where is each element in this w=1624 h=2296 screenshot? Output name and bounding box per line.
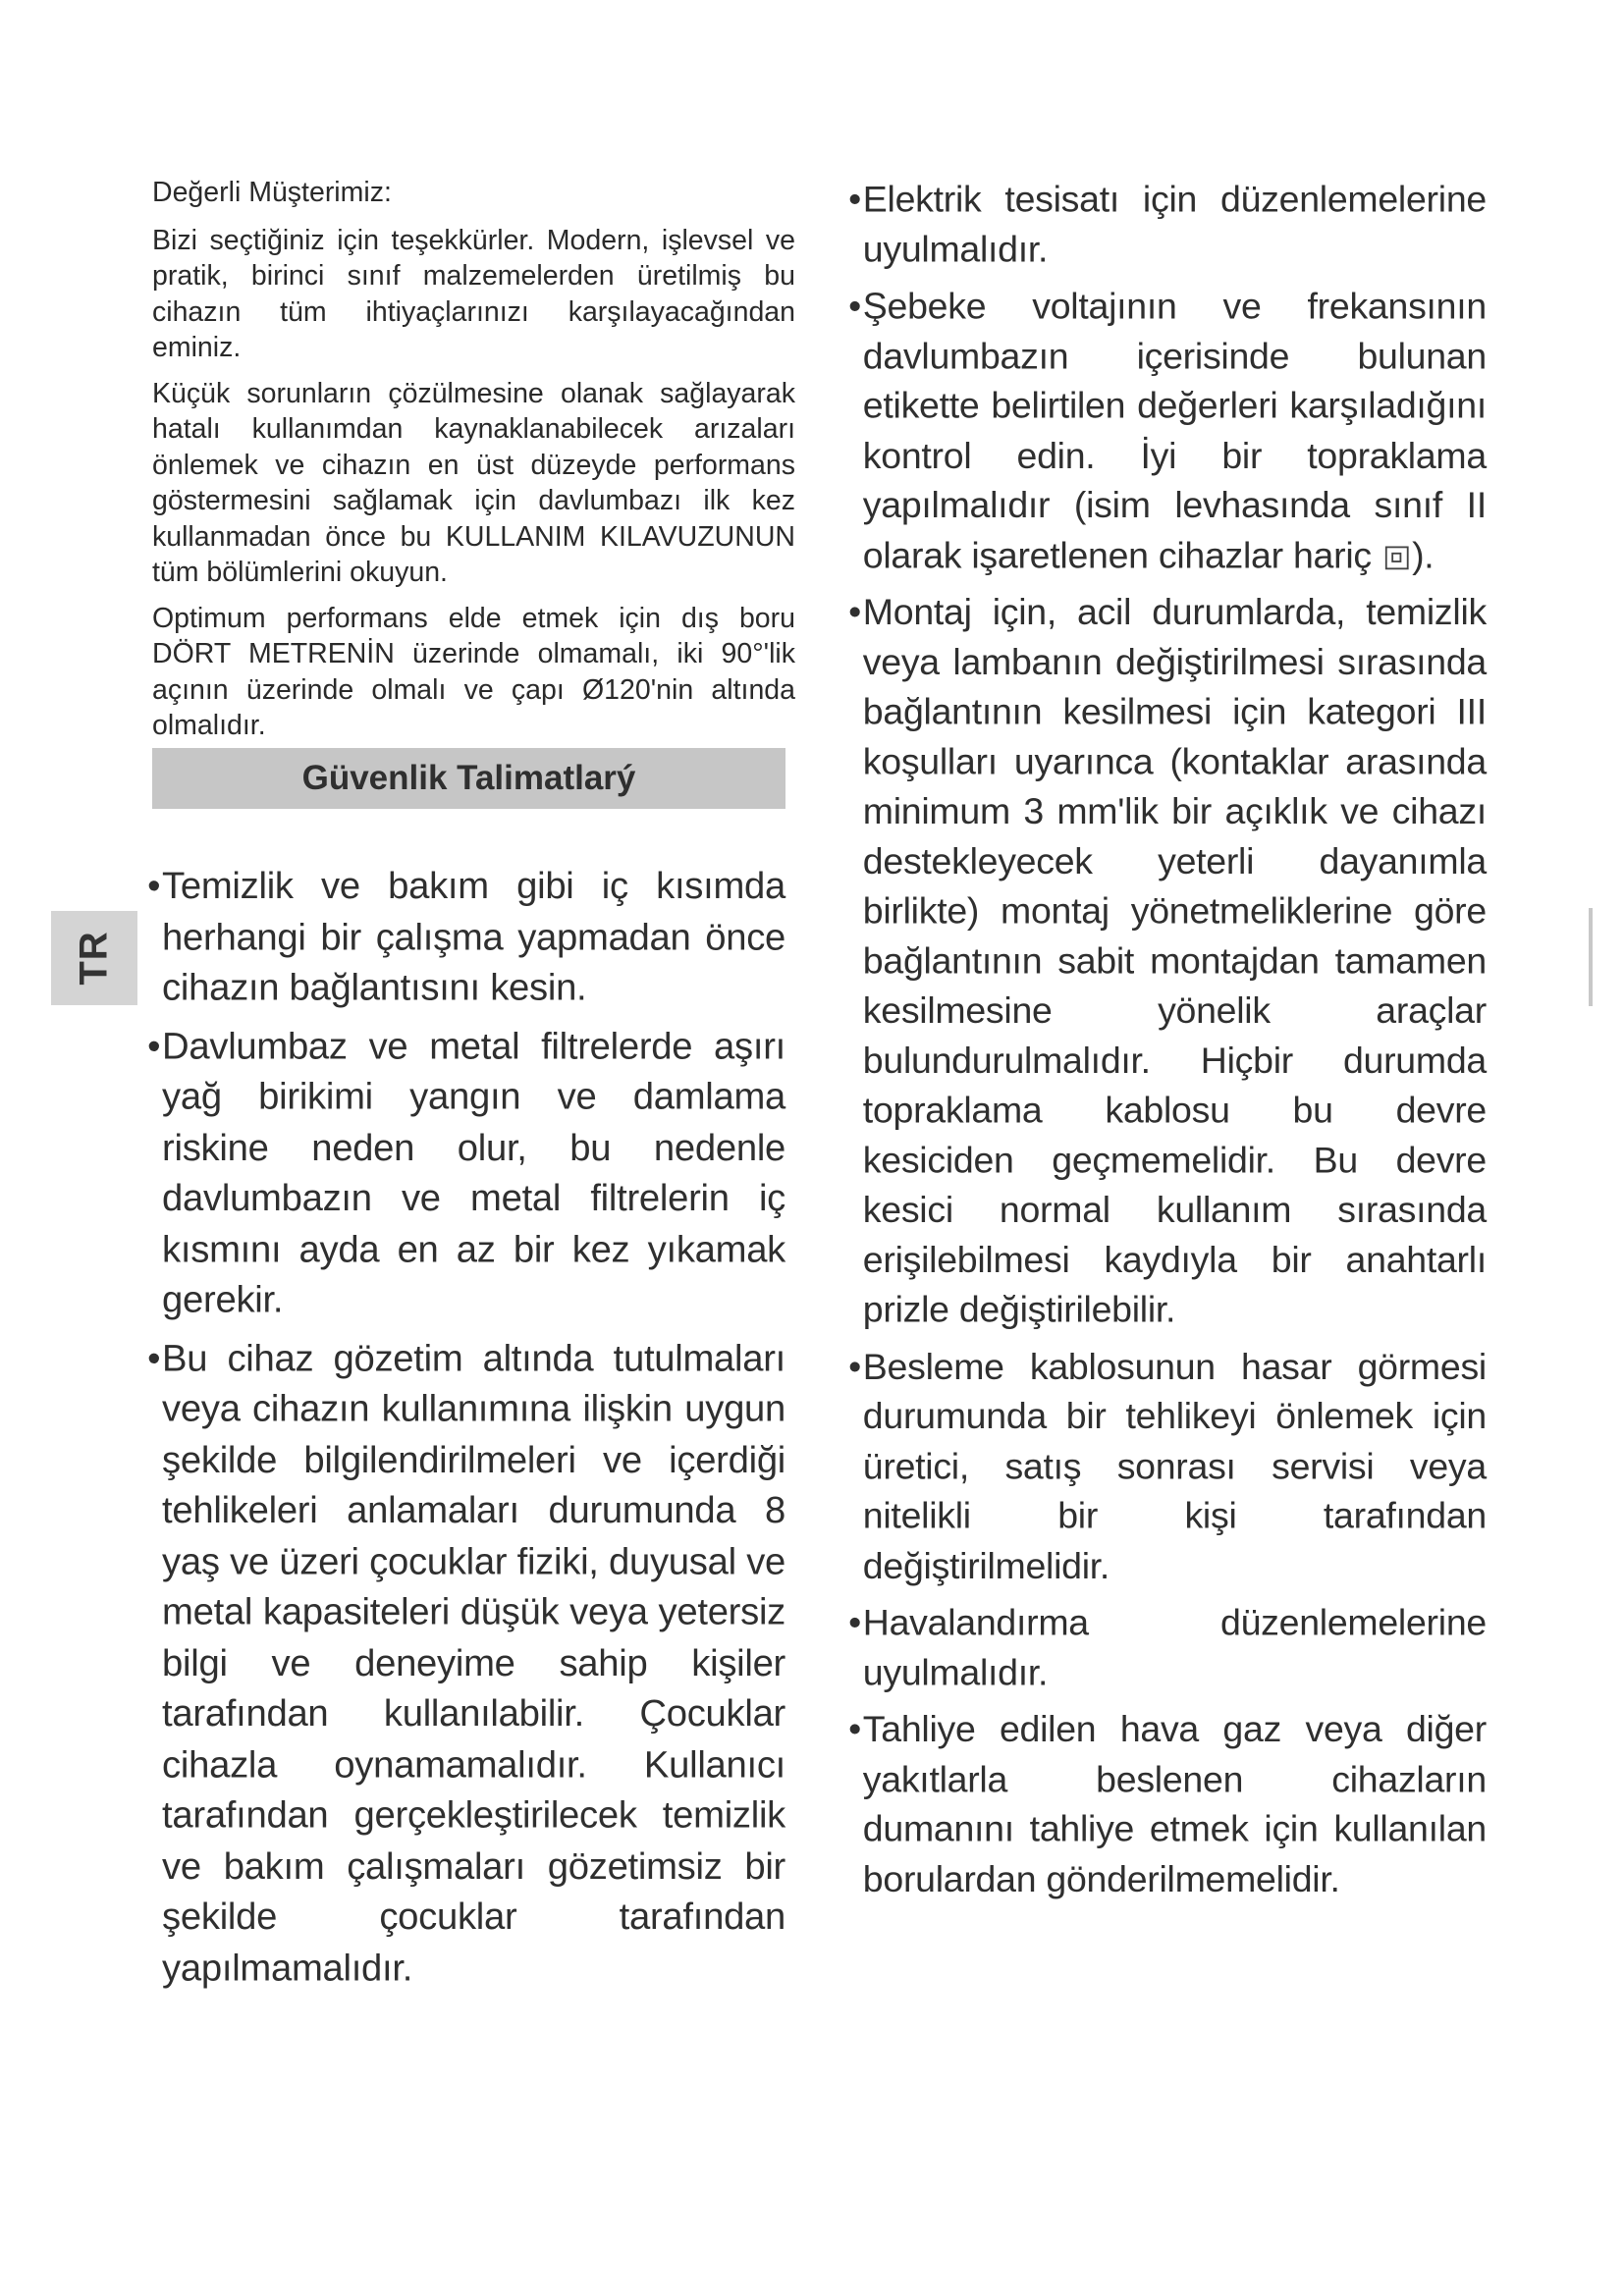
language-tab-label: TR: [72, 931, 116, 986]
bullet-dot: •: [848, 1601, 862, 1643]
bullet-text: Davlumbaz ve metal filtrelerde aşırı yağ birikimi yangın ve damlama riskine neden olur, bu nedenle davlumbazın ve metal filtrelerin iç kısmını ayda en az bir kez yıkamak gerekir.: [162, 1024, 786, 1321]
bullet-text-tail: ).: [1412, 534, 1435, 576]
bullet-text: Şebeke voltajının ve frekansının davlumbazın içerisinde bulunan etikette belirtilen değerleri karşıladığını kontrol edin. İyi bir topraklama yapılmalıdır (isim levhasında sınıf II olarak işaretlenen cihazlar hariç: [862, 285, 1487, 576]
intro-text: [152, 175, 795, 754]
double-insulation-class-ii-icon: [1385, 546, 1409, 569]
section-heading-safety: Güvenlik Talimatlarý: [152, 748, 785, 809]
safety-bullet: [850, 1705, 1487, 1904]
bullet-dot: •: [147, 864, 161, 907]
bullet-dot: •: [848, 591, 862, 633]
safety-bullet: [149, 861, 785, 1013]
intro-paragraph: Küçük sorunların çözülmesine olanak sağlayarak hatalı kullanımdan kaynaklanabilecek arızaları önlemek ve cihazın en üst düzeyde performans göstermesini sağlamak için davlumbazı ilk kez kullanmadan önce bu KULLANIM KILAVUZUNUN tüm bölümlerini okuyun.: [152, 377, 795, 588]
language-tab: [51, 911, 137, 1005]
bullet-text: Havalandırma düzenlemelerine uyulmalıdır.: [862, 1601, 1487, 1693]
safety-bullet: [850, 588, 1487, 1335]
bullet-text: Temizlik ve bakım gibi iç kısımda herhangi bir çalışma yapmadan önce cihazın bağlantısını kesin.: [162, 864, 786, 1009]
bullet-dot: •: [848, 1345, 862, 1387]
bullet-text: Besleme kablosunun hasar görmesi durumunda bir tehlikeyi önlemek için üretici, satış sonrası servisi veya nitelikli bir kişi tarafından değiştirilmelidir.: [862, 1345, 1487, 1586]
bullet-dot: •: [848, 178, 862, 220]
safety-bullet: [850, 282, 1487, 580]
safety-bullet: [850, 1342, 1487, 1591]
bullet-text: Elektrik tesisatı için düzenlemelerine uyulmalıdır.: [862, 178, 1487, 270]
bullet-text: Montaj için, acil durumlarda, temizlik veya lambanın değiştirilmesi sırasında bağlantının kesilmesi için kategori III koşulları uyarınca (kontaklar arasında minimum 3 mm'lik bir açıklık ve cihazı destekleyecek yeterli dayanımla birlikte) montaj yönetmeliklerine göre bağlantının sabit montajdan tamamen kesilmesine yönelik araçlar bulundurulmalıdır. Hiçbir durumda topraklama kablosu bu devre kesiciden geçmemelidir. Bu devre kesici normal kullanım sırasında erişilebilmesi kaydıyla bir anahtarlı prizle değiştirilebilir.: [862, 591, 1487, 1330]
safety-bullet: [850, 1598, 1487, 1697]
bullet-dot: •: [848, 285, 862, 327]
intro-paragraph: Bizi seçtiğiniz için teşekkürler. Modern, işlevsel ve pratik, birinci sınıf malzemelerden üretilmiş bu cihazın tüm ihtiyaçlarınızı karşılayacağından eminiz.: [152, 224, 795, 363]
page-edge-marker: [1589, 908, 1593, 1006]
bullet-dot: •: [147, 1024, 161, 1067]
greeting: Değerli Müşterimiz:: [152, 177, 392, 208]
safety-bullet: [149, 1333, 785, 1994]
bullet-dot: •: [147, 1336, 161, 1379]
safety-column-right: [850, 175, 1487, 1911]
intro-paragraph: Optimum performans elde etmek için dış boru DÖRT METRENİN üzerinde olmamalı, iki 90°'lik açının üzerinde olmalı ve çapı Ø120'nin altında olmalıdır.: [152, 602, 795, 741]
bullet-dot: •: [848, 1708, 862, 1750]
bullet-text: Tahliye edilen hava gaz veya diğer yakıtlarla beslenen cihazların dumanını tahliye etmek için kullanılan borulardan gönderilmemelidir.: [862, 1708, 1487, 1899]
bullet-text: Bu cihaz gözetim altında tutulmaları veya cihazın kullanımına ilişkin uygun şekilde bilgilendirilmeleri ve içerdiği tehlikeleri anlamaları durumunda 8 yaş ve üzeri çocuklar fiziki, duyusal ve metal kapasiteleri düşük veya yetersiz bilgi ve deneyime sahip kişiler tarafından kullanılabilir. Çocuklar cihazla oynamamalıdır. Kullanıcı tarafından gerçekleştirilecek temizlik ve bakım çalışmaları gözetimsiz bir şekilde çocuklar tarafından yapılmamalıdır.: [162, 1336, 786, 1989]
safety-bullet: [850, 175, 1487, 274]
safety-column-left: [149, 861, 785, 2001]
safety-bullet: [149, 1021, 785, 1325]
